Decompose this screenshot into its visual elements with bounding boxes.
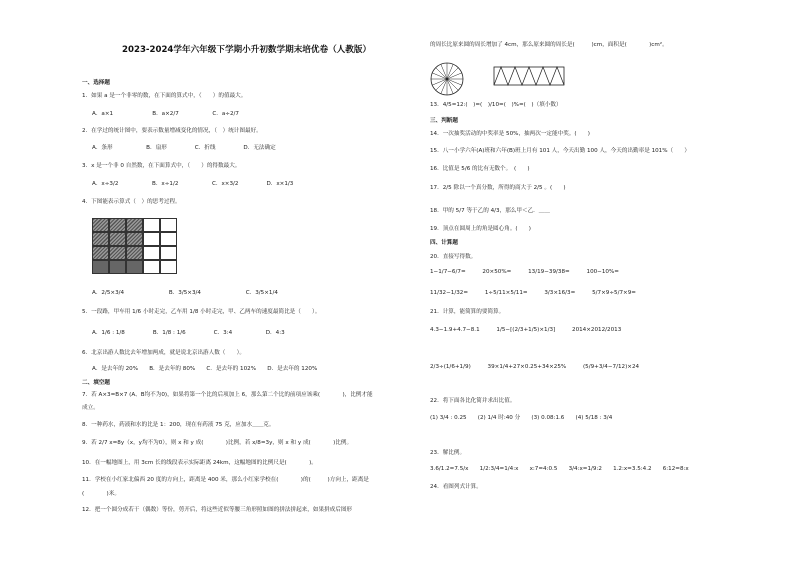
grid-cell (160, 260, 177, 274)
right-line-16: 22．将下面各比化简并求出比值。 (430, 398, 516, 404)
right-line-0: 的周长比原来圆的周长增加了 4cm，那么原来圆的周长是( )cm，面积是( )cm²。 (430, 42, 668, 48)
right-line-10: 20．直接写得数。 (430, 254, 477, 260)
right-line-18: 23．解比例。 (430, 450, 466, 456)
left-line-0: 一、选择题 (82, 80, 110, 86)
grid-cell (126, 246, 143, 260)
left-line-5: 3．x 是一个非 0 自然数，在下面算式中，（ ）的得数最大。 (82, 163, 241, 169)
left-line-3: 2．在学过的统计图中，要表示数量增减变化的情况，（ ）统计图最好。 (82, 128, 262, 134)
right-line-13: 21．计算，能简算的要简算。 (430, 309, 505, 315)
grid-cell (109, 260, 126, 274)
right-line-5: 16．比值是 5/6 的比有无数个。 ( ) (430, 166, 530, 172)
left-line-2: A．a×1 B．a×2/7 C．a÷2/7 (92, 111, 239, 117)
right-line-12: 11/32−1/32= 1÷5/11×5/11= 3/3×16/3= 5/7×9÷5/7×9= (430, 290, 636, 296)
right-line-11: 1−1/7−6/7= 20×50%= 13/19−39/38= 100−10%= (430, 269, 619, 275)
grid-cell (160, 232, 177, 246)
right-line-9: 四、计算题 (430, 240, 458, 246)
right-line-19: 3.6/1.2=7.5/x 1/2:3/4=1/4:x x:7=4:0.5 3/4:x=1/9:2 1.2:x=3.5:4.2 6:12=8:x (430, 466, 689, 472)
right-line-3: 14．一次抽奖活动的中奖率是 50%，抽两次一定能中奖。( ) (430, 131, 590, 137)
grid-cell (109, 246, 126, 260)
right-line-17: (1) 3/4 : 0.25 (2) 1/4 时:40 分 (3) 0.08:1.6 (4) 5/18 : 3/4 (430, 415, 613, 421)
grid-cell (92, 232, 109, 246)
left-line-15: 成立。 (82, 405, 99, 411)
grid-cell (143, 232, 160, 246)
grid-cell (126, 218, 143, 232)
grid-cell (160, 218, 177, 232)
right-line-2: 三、判断题 (430, 118, 458, 124)
left-line-18: 10．在一幅地图上，用 3cm 长的线段表示实际距离 24km，这幅地图的比例尺是( )。 (82, 460, 317, 466)
page-title: 2023-2024学年六年级下学期小升初数学期末培优卷（人教版） (122, 45, 372, 55)
grid-cell (92, 260, 109, 274)
left-line-1: 1．如果 a 是一个非零的数，在下面的算式中，（ ）的值最大。 (82, 93, 247, 99)
left-line-9: 5．一段路，甲车用 1/6 小时走完，乙车用 1/8 小时走完，甲、乙两车的速度最简比是（ ）。 (82, 309, 321, 315)
left-line-14: 7．若 A×3=B×7 (A、B均不为0)，如果将第一个比的后项加上 6，那么第二个比的前项应该乘( )，比例才能 (82, 392, 373, 398)
right-line-6: 17．2/5 除以一个真分数，所得的商大于 2/5 。( ) (430, 185, 566, 191)
grid-cell (92, 246, 109, 260)
grid-cell (143, 246, 160, 260)
rearranged-triangles-figure (493, 66, 565, 86)
right-line-7: 18．甲的 5/7 等于乙的 4/3，那么甲＜乙．＿＿ (430, 208, 550, 214)
left-line-19: 11．学校在小红家北偏西 20 度的方向上，距离是 400 米，那么小红家学校在( )的( )方向上，距离是 (82, 477, 369, 483)
left-line-17: 9．若 2/7 x=8y（x，y均不为0），则 x 和 y 成( )比例，若 x/8=3y，则 x 和 y 成( )比例。 (82, 440, 353, 446)
left-line-4: A．条形 B．扇形 C．折线 D．无法确定 (92, 145, 276, 151)
grid-cell (160, 246, 177, 260)
right-line-1: 13．4/5=12:( )=( )/10=( )%=( )（填小数） (430, 102, 562, 108)
right-line-14: 4.3−1.9+4.7−8.1 1/5−[(2/3+1/5)×1/3] 2014×2012/2013 (430, 327, 622, 333)
right-column (410, 0, 794, 562)
left-line-13: 二、填空题 (82, 380, 110, 386)
left-line-6: A．x÷3/2 B．x÷1/2 C．x×3/2 D．x×1/3 (92, 181, 294, 187)
grid-cell (126, 260, 143, 274)
grid-cell (92, 218, 109, 232)
left-line-10: A．1/6 : 1/8 B．1/8 : 1/6 C．3:4 D．4:3 (92, 330, 285, 336)
left-line-8: A．2/5×3/4 B．3/5×3/4 C．3/5×1/4 (92, 290, 278, 296)
left-line-21: 12．把一个圆分成若干（偶数）等份，剪开后，将这些近似等腰三角形照如图的拼法拼起来，如果拼成后图形 (82, 507, 353, 513)
grid-cell (126, 232, 143, 246)
right-line-4: 15．八一小学六年(A)班和六年(B)班上月有 101 人，今天出勤 100 人，今天的出勤率是 101%（ ） (430, 148, 690, 154)
left-line-7: 4．下图能表示算式（ ）的思考过程。 (82, 199, 181, 205)
circle-sectors-figure (430, 62, 464, 96)
grid-cell (143, 218, 160, 232)
right-line-15: 2/3÷(1/6+1/9) 39×1/4+27×0.25+34×25% (5/9+3/4−7/12)×24 (430, 364, 640, 370)
left-line-12: A．是去年的 20% B．是去年的 80% C．是去年的 102% D．是去年的 120% (92, 366, 318, 372)
left-line-20: ( )米。 (82, 491, 120, 497)
left-line-11: 6．北京出游人数比去年增加两成，就是说北京出游人数（ ）。 (82, 350, 245, 356)
grid-cell (109, 218, 126, 232)
left-line-16: 8．一种药水，药液和水的比是 1：200，现在有药液 75 克，应加水＿＿克。 (82, 422, 275, 428)
right-line-8: 19．顶点在圆周上的角是圆心角。( ) (430, 226, 531, 232)
question-4-grid-figure (92, 218, 177, 274)
grid-cell (109, 232, 126, 246)
right-line-20: 24．看图列式计算。 (430, 484, 482, 490)
grid-cell (143, 260, 160, 274)
